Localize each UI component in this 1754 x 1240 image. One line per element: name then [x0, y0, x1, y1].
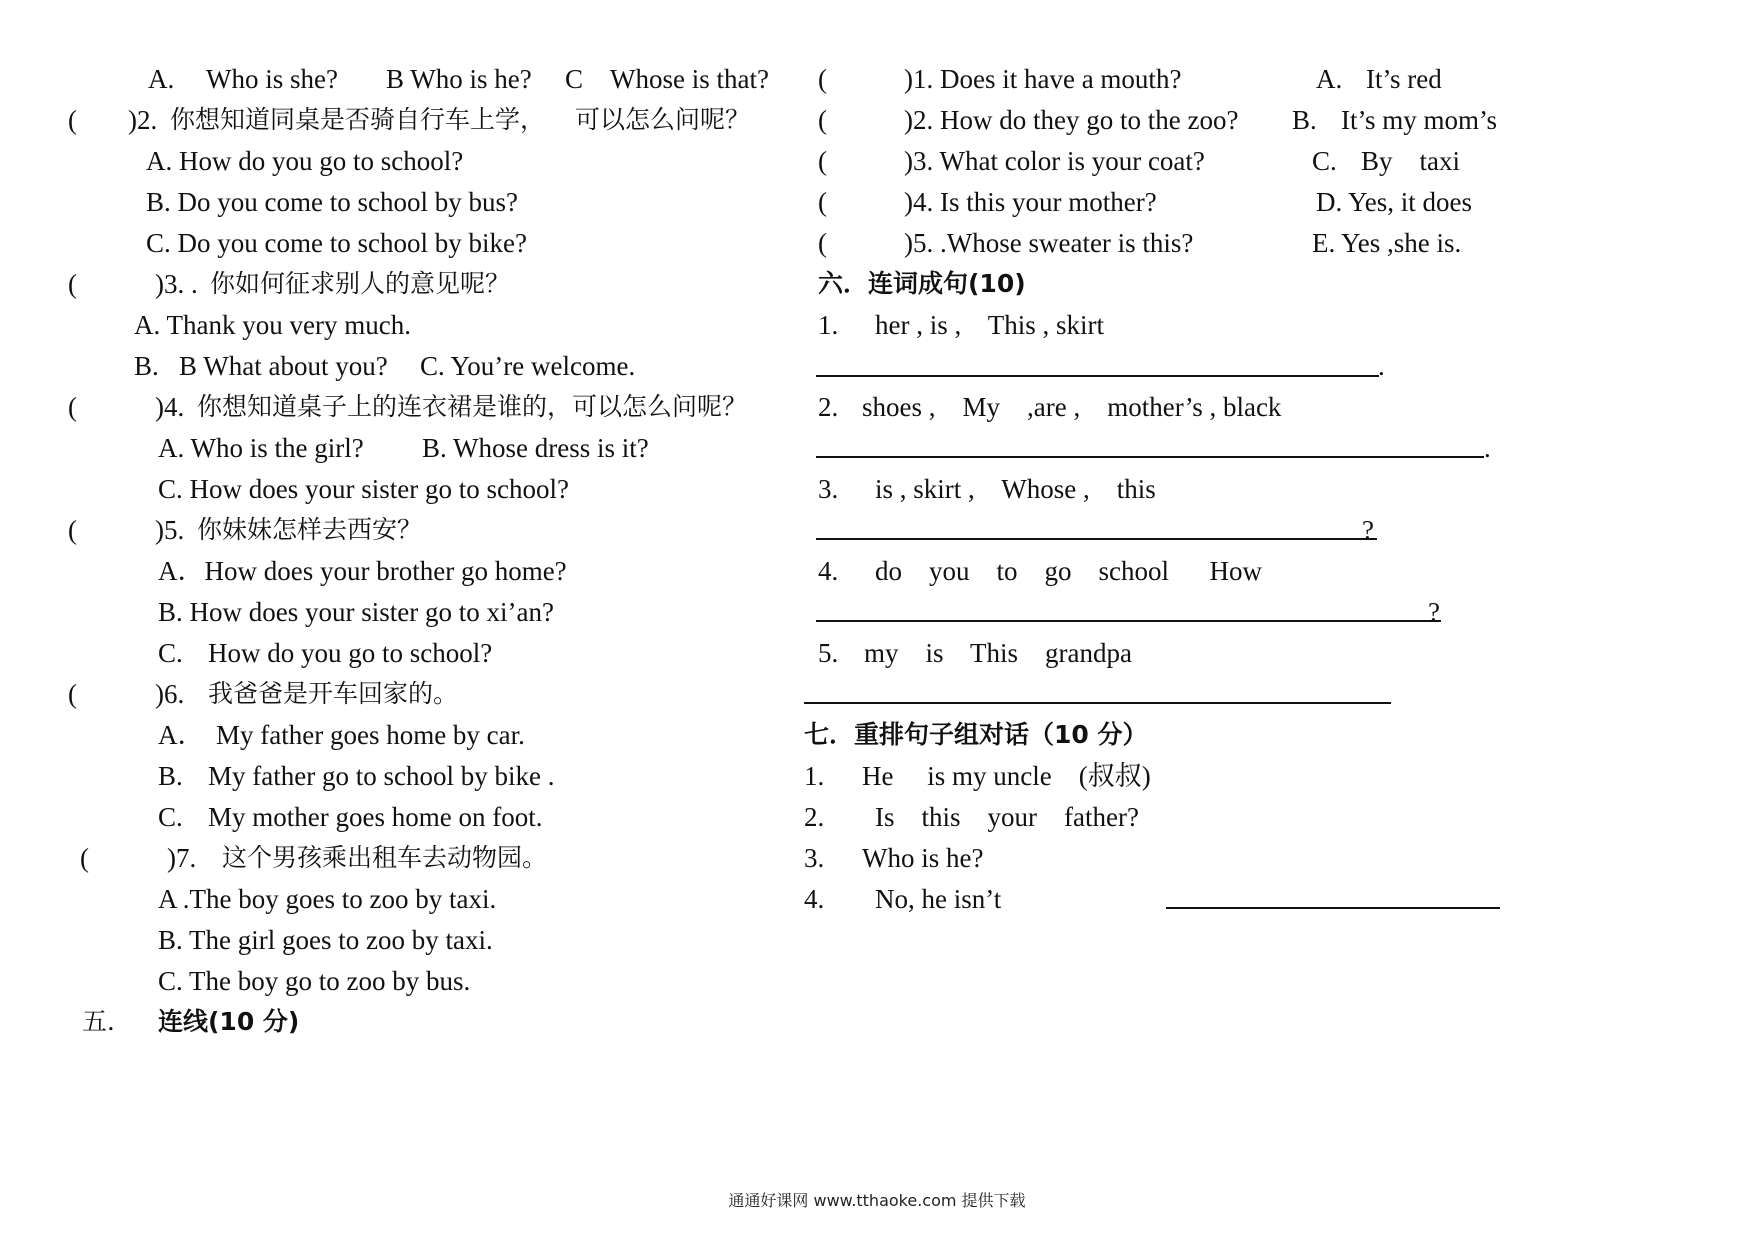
q3-option-b: B. B What about you? — [134, 351, 388, 381]
s6-item-1-words: her , is , This , skirt — [875, 310, 1104, 340]
match-3-paren: ( — [818, 146, 827, 176]
q3-number: )3. . — [155, 269, 198, 299]
match-opt-a-label: A. — [1316, 64, 1343, 94]
s7-item-1-number: 1. — [804, 761, 825, 791]
q6-option-a-label: A． — [158, 720, 205, 750]
q7-paren: ( — [80, 843, 89, 873]
match-opt-e: E. Yes ,she is. — [1312, 228, 1462, 258]
q2-number: )2. — [128, 105, 158, 135]
s6-item-4-end: ? — [1428, 597, 1440, 627]
match-2-paren: ( — [818, 105, 827, 135]
s6-item-2-end: . — [1484, 433, 1491, 463]
s6-item-1-answer-line[interactable] — [816, 375, 1379, 377]
section5-number: 五． — [82, 1007, 133, 1036]
match-5-paren: ( — [818, 228, 827, 258]
q6-option-b: My father go to school by bike . — [208, 761, 555, 791]
q7-option-b: B. The girl goes to zoo by taxi. — [158, 925, 493, 955]
q7-option-c: C. The boy go to zoo by bus. — [158, 966, 471, 996]
q2-paren: ( — [68, 105, 77, 135]
s6-item-3-end: ? — [1362, 515, 1374, 545]
s7-item-2-number: 2. — [804, 802, 825, 832]
match-opt-c: By taxi — [1361, 146, 1460, 176]
q5-option-b: B. How does your sister go to xi’an? — [158, 597, 554, 627]
q7-question: 这个男孩乘出租车去动物园。 — [222, 843, 548, 872]
match-opt-b-label: B. — [1292, 105, 1317, 135]
s7-item-4-text: No, he isn’t — [875, 884, 1002, 914]
s6-item-1-number: 1. — [818, 310, 839, 340]
q5-question: 你妹妹怎样去西安？ — [197, 515, 423, 544]
q4-option-a: A. Who is the girl? — [158, 433, 364, 463]
q2-option-a: A. How do you go to school? — [146, 146, 464, 176]
s6-item-4-answer-line[interactable] — [816, 620, 1441, 622]
q1-option-c-label: C — [565, 64, 584, 94]
q4-option-c: C. How does your sister go to school? — [158, 474, 569, 504]
s6-item-3-words: is , skirt , Whose , this — [875, 474, 1156, 504]
match-5-question: )5. .Whose sweater is this? — [904, 228, 1194, 258]
q4-paren: ( — [68, 392, 77, 422]
section7-title: 七．重排句子组对话（10 分） — [804, 720, 1148, 749]
q2-question-cont: 可以怎么问呢？ — [575, 105, 751, 134]
s6-item-4-number: 4. — [818, 556, 839, 586]
s6-item-2-number: 2. — [818, 392, 839, 422]
s6-item-3-answer-line[interactable] — [816, 538, 1377, 540]
q4-number: )4. — [155, 392, 185, 422]
s6-item-3-number: 3. — [818, 474, 839, 504]
s6-item-2-words: shoes , My ,are , mother’s , black — [862, 392, 1282, 422]
q6-question: 我爸爸是开车回家的。 — [208, 679, 459, 708]
q6-option-b-label: B. — [158, 761, 183, 791]
q2-question: 你想知道同桌是否骑自行车上学， — [170, 105, 546, 134]
s6-item-5-words: my is This grandpa — [864, 638, 1132, 668]
q2-option-c: C. Do you come to school by bike? — [146, 228, 527, 258]
q5-option-a: A．How does your brother go home? — [158, 556, 567, 586]
q3-question: 你如何征求别人的意见呢？ — [210, 269, 511, 298]
s6-item-5-number: 5. — [818, 638, 839, 668]
section6-title: 六．连词成句(10) — [818, 269, 1026, 298]
s6-item-2-answer-line[interactable] — [816, 456, 1484, 458]
q5-number: )5. — [155, 515, 185, 545]
match-opt-c-label: C. — [1312, 146, 1337, 176]
q4-question: 你想知道桌子上的连衣裙是谁的，可以怎么问呢？ — [197, 392, 748, 421]
match-4-question: )4. Is this your mother? — [904, 187, 1157, 217]
section5-title: 连线(10 分) — [158, 1007, 300, 1036]
q1-option-a-label: A. — [148, 64, 175, 94]
q6-option-c: My mother goes home on foot. — [208, 802, 543, 832]
q2-option-b: B. Do you come to school by bus? — [146, 187, 518, 217]
q7-option-a: A .The boy goes to zoo by taxi. — [158, 884, 497, 914]
match-3-question: )3. What color is your coat? — [904, 146, 1205, 176]
s7-item-4-number: 4. — [804, 884, 825, 914]
q3-paren: ( — [68, 269, 77, 299]
match-opt-d: D. Yes, it does — [1316, 187, 1473, 217]
q1-option-a: Who is she? — [206, 64, 338, 94]
match-1-paren: ( — [818, 64, 827, 94]
s6-item-5-answer-line[interactable] — [804, 702, 1391, 704]
s7-item-3-text: Who is he? — [862, 843, 984, 873]
match-opt-a: It’s red — [1366, 64, 1442, 94]
q5-option-c: How do you go to school? — [208, 638, 493, 668]
q3-option-c: C. You’re welcome. — [420, 351, 636, 381]
match-4-paren: ( — [818, 187, 827, 217]
q7-number: )7. — [167, 843, 197, 873]
footer-credit: 通通好课网 www.tthaoke.com 提供下载 — [728, 1191, 1026, 1210]
s7-answer-line[interactable] — [1166, 907, 1500, 909]
s7-item-2-text: Is this your father? — [875, 802, 1139, 832]
q1-option-c: Whose is that? — [610, 64, 769, 94]
s6-item-1-end: . — [1378, 351, 1385, 381]
match-2-question: )2. How do they go to the zoo? — [904, 105, 1239, 135]
q3-option-a: A. Thank you very much. — [134, 310, 411, 340]
q5-option-c-label: C. — [158, 638, 183, 668]
q5-paren: ( — [68, 515, 77, 545]
q4-option-b: B. Whose dress is it? — [422, 433, 649, 463]
q6-option-a: My father goes home by car. — [216, 720, 525, 750]
match-opt-b: It’s my mom’s — [1341, 105, 1498, 135]
s6-item-4-words: do you to go school How — [875, 556, 1262, 586]
s7-item-3-number: 3. — [804, 843, 825, 873]
s7-item-1-text: He is my uncle (叔叔) — [862, 761, 1151, 791]
q1-option-b: B Who is he? — [386, 64, 532, 94]
q6-number: )6. — [155, 679, 185, 709]
q6-option-c-label: C. — [158, 802, 183, 832]
q6-paren: ( — [68, 679, 77, 709]
match-1-question: )1. Does it have a mouth? — [904, 64, 1182, 94]
